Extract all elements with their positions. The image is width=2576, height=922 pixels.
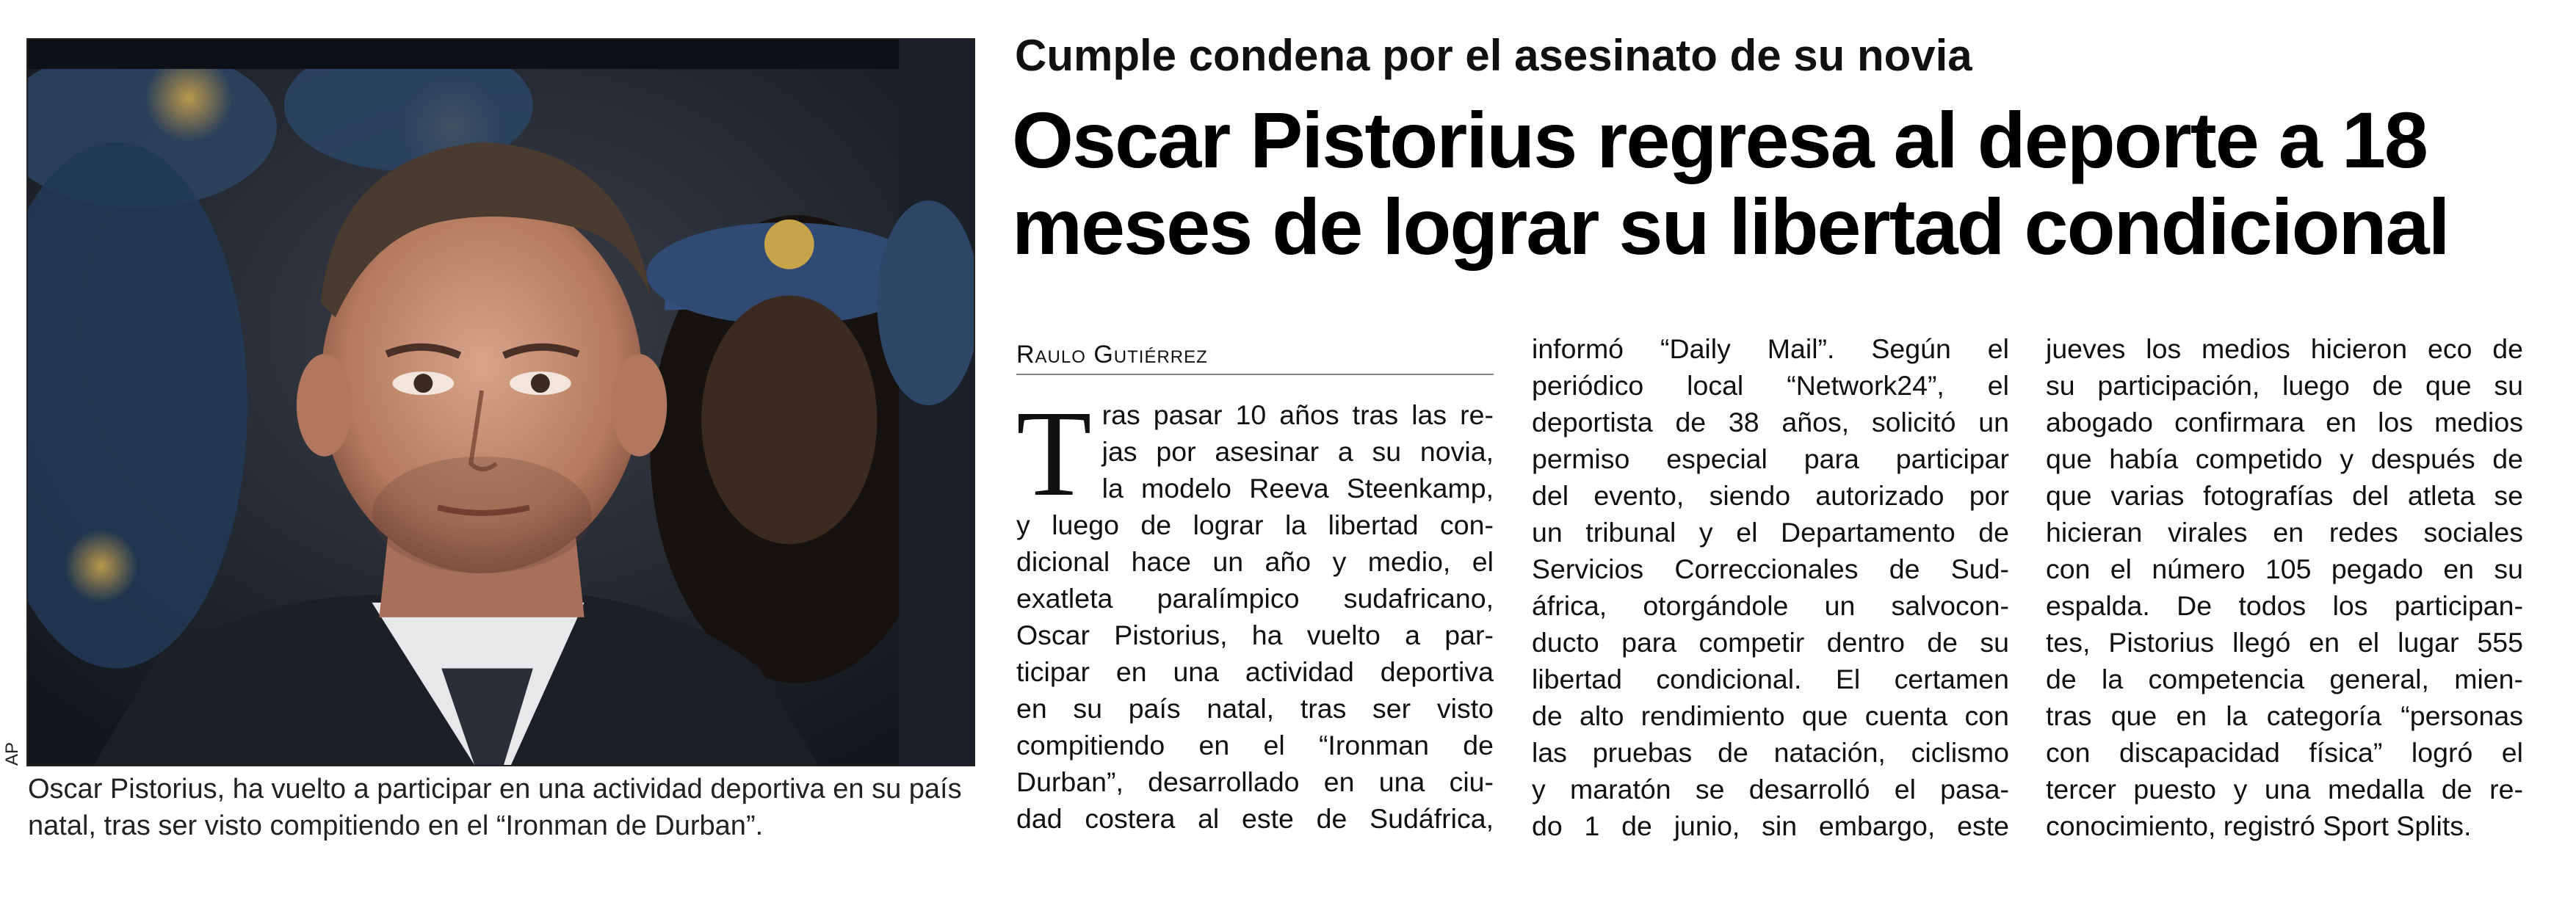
headline-line-2: meses de lograr su libertad condicional: [1012, 182, 2449, 271]
column-line: su participación, luego de que su: [2046, 370, 2523, 401]
column-line: con discapacidad física” logró el: [2046, 737, 2523, 768]
column-line: del evento, siendo autorizado por: [1532, 480, 2009, 511]
column-line: en su país natal, tras ser visto: [1016, 693, 1494, 724]
column-line: dicional hace un año y medio, el: [1016, 546, 1494, 577]
column-line: que varias fotografías del atleta se: [2046, 480, 2523, 511]
column-line: tras que en la categoría “personas: [2046, 700, 2523, 731]
column-line: tercer puesto y una medalla de re-: [2046, 774, 2523, 805]
column-line: y luego de lograr la libertad con-: [1016, 509, 1494, 540]
column-line: jueves los medios hicieron eco de: [2046, 333, 2523, 364]
column-line: do 1 de junio, sin embargo, este: [1532, 810, 2009, 841]
column-line: que había competido y después de: [2046, 443, 2523, 474]
column-line: abogado confirmara en los medios: [2046, 407, 2523, 438]
column-line: tes, Pistorius llegó en el lugar 555: [2046, 627, 2523, 658]
column-line: informó “Daily Mail”. Según el: [1532, 333, 2009, 364]
column-line: permiso especial para participar: [1532, 443, 2009, 474]
article-kicker: Cumple condena por el asesinato de su novia: [1015, 31, 1972, 80]
column-line: ticipar en una actividad deportiva: [1016, 656, 1494, 687]
column-line: libertad condicional. El certamen: [1532, 664, 2009, 694]
column-line: conocimiento, registró Sport Splits.: [2046, 810, 2472, 841]
column-line: ducto para competir dentro de su: [1532, 627, 2009, 658]
column-line: un tribunal y el Departamento de: [1532, 517, 2009, 548]
headline-line-1: Oscar Pistorius regresa al deporte a 18: [1012, 95, 2427, 184]
column-line: las pruebas de natación, ciclismo: [1532, 737, 2009, 768]
column-line: deportista de 38 años, solicitó un: [1532, 407, 2009, 438]
column-line: la modelo Reeva Steenkamp,: [1101, 473, 1494, 504]
column-line: dad costera al este de Sudáfrica,: [1016, 803, 1494, 834]
column-line: Oscar Pistorius, ha vuelto a par-: [1016, 620, 1494, 650]
photo-credit: AP: [2, 741, 22, 766]
article-column-1: [1016, 385, 1494, 837]
article-headline: [1012, 97, 2561, 270]
column-line: ras pasar 10 años tras las re-: [1101, 399, 1494, 430]
article-column-3: [2046, 330, 2523, 844]
column-line: compitiendo en el “Ironman de: [1016, 730, 1494, 761]
column-line: áfrica, otorgándole un salvocon-: [1532, 590, 2009, 621]
column-line: Servicios Correccionales de Sud-: [1532, 553, 2009, 584]
column-line: jas por asesinar a su novia,: [1101, 436, 1494, 467]
column-line: con el número 105 pegado en su: [2046, 553, 2523, 584]
column-line: de la competencia general, mien-: [2046, 664, 2523, 694]
column-line: hicieran virales en redes sociales: [2046, 517, 2523, 548]
article-byline: Raulo Gutiérrez: [1016, 341, 1494, 375]
portrait-image: [28, 40, 974, 765]
photo-caption: Oscar Pistorius, ha vuelto a participar en una actividad deportiva en su país natal, tras ser visto compitiendo en el “Ironman de Durban”.: [28, 774, 962, 841]
drop-cap: T: [1016, 385, 1092, 522]
column-line: periódico local “Network24”, el: [1532, 370, 2009, 401]
column-line: Durban”, desarrollado en una ciu-: [1016, 766, 1494, 797]
column-line: y maratón se desarrolló el pasa-: [1532, 774, 2009, 805]
column-line: espalda. De todos los participan-: [2046, 590, 2523, 621]
article-column-2: [1532, 330, 2009, 844]
column-line: exatleta paralímpico sudafricano,: [1016, 583, 1494, 614]
article-photo: [26, 38, 975, 766]
column-line: de alto rendimiento que cuenta con: [1532, 700, 2009, 731]
